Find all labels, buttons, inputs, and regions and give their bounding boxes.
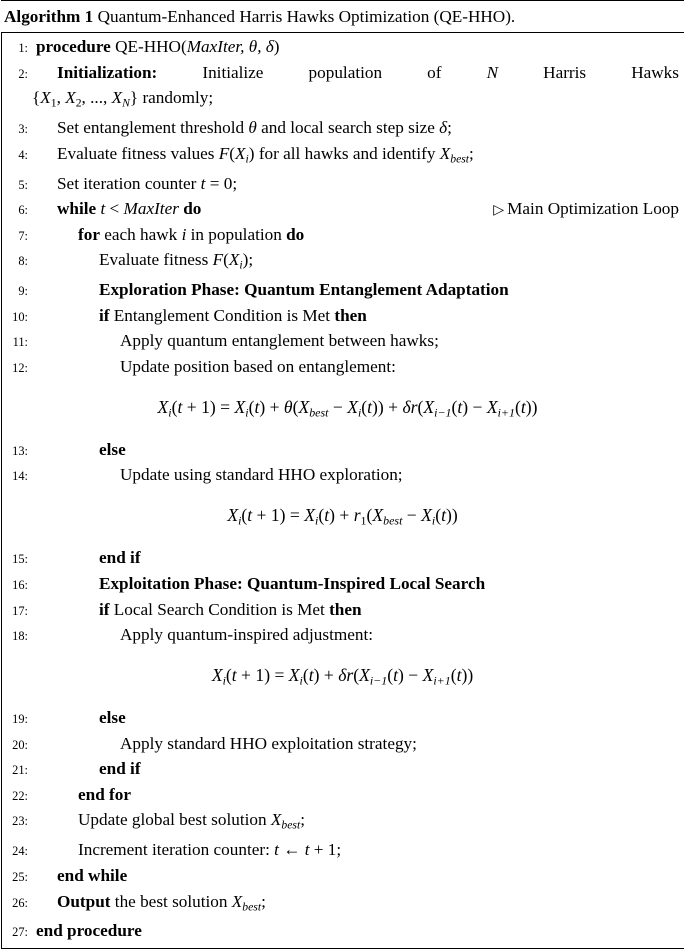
eq2-close-5: ) [451, 505, 458, 526]
line-content: Update using standard HHO exploration; [120, 465, 403, 485]
eq1-r: r [410, 396, 418, 417]
close-paren: ) [248, 143, 255, 163]
keyword-procedure: procedure [36, 37, 111, 56]
line-content: Apply quantum-inspired adjustment: [120, 625, 374, 645]
eq1-close-4: ) [372, 396, 378, 417]
line24-text-a: Increment iteration counter: [78, 840, 275, 860]
exploration-phase-heading: Exploration Phase: Quantum Entanglement Adaptation [99, 280, 509, 300]
eq3-close-2: ) [313, 664, 320, 685]
entanglement-condition-text: Entanglement Condition is Met [113, 305, 331, 325]
line-number: 2 : [2, 62, 32, 87]
eq1-minus-1: − [328, 396, 348, 417]
eq2-t-3: t [441, 505, 446, 526]
eq2-close-1: ) [279, 505, 286, 526]
equation-1-expression [158, 397, 538, 417]
hawk-X: X [228, 250, 240, 270]
eq1-close-5: ) [377, 396, 384, 417]
X-best: X [439, 143, 451, 163]
eq1-plus-3: + [383, 396, 403, 417]
eq2-open-3: ( [366, 505, 373, 526]
line3-semicolon: ; [447, 118, 452, 138]
line-number: 13 : [2, 439, 32, 464]
eq2-plus-1: + [252, 505, 271, 526]
delta-symbol: δ [439, 118, 448, 138]
line-content [32, 808, 683, 838]
algorithm-title-text: Quantum-Enhanced Harris Hawks Optimization (QE-HHO). [97, 7, 516, 26]
line-number: 20 : [2, 733, 32, 758]
zero-value: 0 [223, 173, 233, 193]
eq3-X-im1: X [359, 664, 370, 685]
eq1-X-ip1: X [486, 396, 498, 417]
eq1-open-3: ( [292, 396, 299, 417]
eq3-X-2-sub: i [299, 673, 303, 688]
eq2-minus: − [402, 505, 422, 526]
algo-line-20 [2, 732, 683, 758]
algo-line-26 [2, 890, 683, 920]
open-paren: ( [229, 143, 236, 163]
eq2-close-4: ) [445, 505, 452, 526]
eq3-close-1: ) [264, 664, 271, 685]
keyword-else: else [99, 439, 126, 459]
eq2-t-2: t [324, 505, 330, 526]
line23-semicolon: ; [300, 810, 305, 830]
eq1-one: 1 [201, 396, 210, 417]
eq1-X-lhs: X [157, 396, 169, 417]
line-number: 4 : [2, 143, 32, 168]
X-best-sub: best [242, 899, 262, 913]
line5-semicolon: ; [232, 173, 238, 193]
X-best-sub: best [281, 818, 301, 832]
hawk-x1-sub: 1 [50, 96, 57, 110]
line-content [32, 116, 683, 141]
line7-text-a: each hawk [104, 224, 182, 244]
algorithm-body [1, 33, 683, 948]
line-content [32, 919, 683, 944]
eq1-t-4: t [457, 396, 463, 417]
algo-line-27 [2, 919, 683, 945]
line-content [32, 197, 683, 222]
line-number: 18 : [2, 624, 32, 649]
line-number: 3 : [2, 117, 32, 142]
plus-sign: + [309, 840, 328, 860]
line-number: 9 : [2, 279, 32, 304]
eq3-open-4: ( [387, 664, 394, 685]
line-number: 16 : [2, 573, 32, 598]
procedure-name: QE-HHO( [115, 37, 187, 56]
line-content [32, 890, 683, 920]
eq1-close-8: ) [525, 396, 532, 417]
comment-text: Main Optimization Loop [507, 199, 679, 219]
eq3-t-4: t [456, 664, 462, 685]
algo-line-25 [2, 864, 683, 890]
eq3-X-lhs-sub: i [222, 673, 226, 688]
keyword-do: do [286, 224, 305, 244]
eq2-r-sub: 1 [360, 513, 367, 528]
equation-standard-exploration [2, 489, 683, 546]
eq1-X-3-sub: i [357, 404, 362, 419]
eq3-open-5: ( [450, 664, 457, 685]
keyword-else: else [99, 708, 126, 728]
eq1-X-ip1-sub: i+1 [497, 404, 515, 419]
local-search-condition-text: Local Search Condition is Met [113, 599, 325, 619]
algo-line-7 [2, 223, 683, 249]
eq3-close-5: ) [461, 664, 468, 685]
eq1-t-3: t [367, 396, 373, 417]
hawk-x1: X [40, 88, 51, 108]
algo-line-14 [2, 463, 683, 489]
algo-line-8 [2, 248, 683, 278]
algo-line-12 [2, 355, 683, 381]
eq2-t-1: t [247, 505, 253, 526]
hawk-X-sub-i: i [239, 258, 243, 272]
line-content [32, 304, 683, 329]
line-number: 11 : [2, 330, 32, 355]
line8-text-a: Evaluate fitness [99, 250, 213, 270]
hawk-X: X [235, 143, 246, 163]
increment-one: 1 [327, 840, 337, 860]
eq2-X-3: X [421, 505, 432, 526]
counter-t: t [274, 840, 279, 860]
less-than-sign: < [105, 199, 124, 219]
eq1-close-7: ) [462, 396, 469, 417]
line8-semicolon: ; [248, 250, 254, 270]
X-best: X [270, 810, 282, 830]
eq1-X-lhs-sub: i [168, 404, 172, 419]
line-number: 15 : [2, 547, 32, 572]
eq2-equals: = [285, 505, 305, 526]
justified-row [57, 61, 683, 86]
line-content [32, 172, 683, 197]
line-number: 26 : [2, 891, 32, 916]
eq2-close-2: ) [329, 505, 335, 526]
set-open-brace: { [32, 88, 41, 108]
X-best-sub: best [450, 151, 470, 165]
line4-text-b: for all hawks and identify [254, 143, 440, 163]
algo-line-11 [2, 329, 683, 355]
counter-t-2: t [304, 840, 310, 860]
counter-t: t [200, 173, 206, 193]
eq2-X-best-sub: best [383, 513, 403, 528]
eq3-X-ip1: X [422, 664, 434, 685]
eq3-X-ip1-sub: i+1 [433, 673, 451, 688]
equation-local-search-adjustment [2, 649, 683, 706]
eq1-X-2: X [234, 396, 246, 417]
eq3-open-2: ( [302, 664, 309, 685]
algo-line-18 [2, 623, 683, 649]
line-number: 21 : [2, 758, 32, 783]
eq3-t-3: t [393, 664, 398, 685]
eq3-open-1: ( [225, 664, 232, 685]
line-content [32, 757, 683, 782]
line-number: 12 : [2, 356, 32, 381]
line-content [32, 223, 683, 248]
init-word-3: of [427, 62, 442, 82]
keyword-while: while [57, 199, 97, 219]
algo-line-6 [2, 197, 683, 223]
line-content [32, 783, 683, 808]
line-content [32, 61, 683, 86]
init-word-2: population [308, 62, 383, 82]
keyword-end-if: end if [99, 759, 141, 779]
close-paren: ) [242, 250, 249, 270]
hawk-x2: X [65, 88, 76, 108]
eq1-X-im1-sub: i−1 [434, 404, 452, 419]
algo-line-21 [2, 757, 683, 783]
line-number: 1 : [2, 36, 32, 61]
eq3-t-1: t [231, 664, 237, 685]
eq1-close-9: ) [531, 396, 538, 417]
eq1-delta: δ [402, 396, 411, 417]
eq3-close-4: ) [397, 664, 404, 685]
keyword-if: if [99, 305, 110, 325]
keyword-output: Output [57, 891, 111, 911]
line23-text-a: Update global best solution [78, 810, 271, 830]
set-close-brace: } randomly; [129, 88, 214, 108]
eq2-X-2-sub: i [315, 513, 319, 528]
keyword-then: then [334, 305, 367, 325]
algo-line-2 [2, 61, 683, 87]
equals-sign: = [205, 173, 224, 193]
fitness-function-F: F [212, 250, 224, 270]
eq3-r: r [346, 664, 354, 685]
line-number: 7 : [2, 224, 32, 249]
fitness-function-F: F [218, 143, 230, 163]
line-number: 6 : [2, 198, 32, 223]
line4-text-a: Evaluate fitness values [57, 143, 219, 163]
line-content [32, 278, 683, 303]
algo-line-23 [2, 808, 683, 838]
eq3-t-2: t [308, 664, 314, 685]
eq3-close-6: ) [467, 664, 474, 685]
eq2-open-2: ( [318, 505, 325, 526]
line26-text-a: the best solution [114, 891, 232, 911]
line-content [32, 572, 683, 597]
line-content [32, 864, 683, 889]
equation-entanglement-update [2, 381, 683, 438]
line-number: 27 : [2, 920, 32, 945]
line-number: 19 : [2, 707, 32, 732]
eq1-open-2: ( [248, 396, 255, 417]
hawk-index-i: i [181, 224, 187, 244]
line-content-continued [32, 86, 683, 116]
line-content: Update position based on entanglement: [120, 356, 396, 376]
eq3-plus-1: + [236, 664, 256, 685]
algo-line-13 [2, 438, 683, 464]
algorithm-number-label: Algorithm 1 [4, 7, 94, 26]
counter-t: t [100, 199, 106, 219]
keyword-end-while: end while [57, 865, 128, 885]
eq3-X-lhs: X [211, 664, 223, 685]
eq2-X-lhs: X [227, 505, 239, 526]
eq1-equals: = [215, 396, 235, 417]
keyword-if: if [99, 599, 110, 619]
eq3-plus-2: + [319, 664, 339, 685]
eq3-equals: = [270, 664, 289, 685]
line-number: 25 : [2, 865, 32, 890]
hawk-xn-sub: N [122, 96, 130, 110]
line-content [32, 706, 683, 731]
line-number: 22 : [2, 784, 32, 809]
keyword-do: do [183, 199, 202, 219]
algo-line-2-continuation [2, 86, 683, 116]
eq1-t-5: t [520, 396, 526, 417]
line-content [32, 838, 683, 863]
eq1-theta: θ [283, 396, 293, 417]
eq2-one: 1 [270, 505, 280, 526]
comment-triangle-icon: ▷ [493, 202, 505, 219]
init-word-4: N [486, 62, 499, 82]
eq2-open-1: ( [241, 505, 248, 526]
eq2-X-2: X [304, 505, 316, 526]
X-best: X [231, 891, 243, 911]
eq1-open-8: ( [514, 396, 521, 417]
eq1-close-2: ) [259, 396, 266, 417]
eq3-X-im1-sub: i−1 [369, 673, 388, 688]
equation-2-expression [227, 505, 458, 528]
maxiter-variable: MaxIter [123, 199, 179, 219]
line-content [32, 248, 683, 278]
theta-symbol: θ [248, 118, 257, 138]
eq1-open-7: ( [451, 396, 458, 417]
eq2-X-lhs-sub: i [238, 513, 242, 528]
eq2-X-3-sub: i [431, 513, 436, 528]
line-number: 8 : [2, 249, 32, 274]
eq1-open-6: ( [417, 396, 424, 417]
init-word-5: Harris [543, 62, 587, 82]
algo-line-5 [2, 172, 683, 198]
keyword-then: then [329, 599, 362, 619]
line-content [32, 142, 683, 172]
algo-line-3 [2, 116, 683, 142]
line-number: 14 : [2, 464, 32, 489]
line-content [32, 598, 683, 623]
line3-text-a: Set entanglement threshold [57, 118, 249, 138]
eq3-delta: δ [338, 664, 347, 685]
keyword-end-procedure: end procedure [36, 921, 142, 941]
open-paren: ( [223, 250, 229, 270]
algo-line-22 [2, 783, 683, 809]
eq1-open-1: ( [171, 396, 178, 417]
hawk-X-sub-i: i [245, 151, 249, 165]
hawk-xn: X [111, 88, 123, 108]
procedure-close-paren: ) [273, 37, 280, 56]
algo-line-15 [2, 546, 683, 572]
eq2-r: r [353, 505, 361, 526]
eq1-t-2: t [254, 396, 260, 417]
eq2-plus-2: + [334, 505, 354, 526]
eq3-X-2: X [288, 664, 300, 685]
init-word-6: Hawks [631, 62, 679, 82]
algo-line-1 [2, 35, 683, 61]
algorithm-caption [0, 1, 685, 32]
keyword-end-for: end for [78, 784, 131, 804]
line-content [32, 438, 683, 463]
line-number: 10 : [2, 305, 32, 330]
eq1-open-4: ( [361, 396, 368, 417]
assign-arrow-icon: ← [278, 840, 305, 860]
keyword-for: for [78, 224, 100, 244]
algo-line-19 [2, 706, 683, 732]
eq1-minus-2: − [468, 396, 487, 417]
procedure-args: MaxIter, θ, δ [186, 37, 274, 56]
eq3-open-3: ( [353, 664, 360, 685]
algo-line-24 [2, 838, 683, 864]
eq3-one: 1 [255, 664, 265, 685]
algo-line-9 [2, 278, 683, 304]
line-number: 23 : [2, 809, 32, 834]
init-word-1: Initialize [202, 62, 264, 82]
line-number: 5 : [2, 173, 32, 198]
initialization-heading: Initialization: [57, 62, 158, 82]
eq3-minus: − [403, 664, 423, 685]
hawk-x2-sub: 2 [75, 96, 82, 110]
keyword-end-if: end if [99, 548, 141, 568]
line7-text-b: in population [186, 224, 287, 244]
comma-1: , [56, 88, 66, 108]
line-content [32, 546, 683, 571]
algo-line-10 [2, 304, 683, 330]
eq1-X-best: X [298, 396, 310, 417]
eq2-open-4: ( [435, 505, 442, 526]
eq1-X-2-sub: i [245, 404, 249, 419]
line3-text-b: and local search step size [256, 118, 440, 138]
algo-line-4 [2, 142, 683, 172]
line4-semicolon: ; [469, 143, 474, 163]
line-content [32, 35, 683, 60]
algo-line-16 [2, 572, 683, 598]
eq1-close-1: ) [209, 396, 216, 417]
loop-comment [493, 197, 679, 223]
eq1-X-3: X [347, 396, 358, 417]
line5-text-a: Set iteration counter [57, 173, 201, 193]
ellipsis: , ..., [81, 88, 112, 108]
equation-3-expression [211, 664, 474, 688]
eq2-X-best: X [372, 505, 384, 526]
line24-semicolon: ; [336, 840, 342, 860]
line26-semicolon: ; [261, 891, 266, 911]
exploitation-phase-heading: Exploitation Phase: Quantum-Inspired Local Search [99, 573, 486, 593]
line-number: 17 : [2, 599, 32, 624]
line-number: 24 : [2, 839, 32, 864]
eq1-plus-1: + [182, 396, 202, 417]
eq1-plus-2: + [265, 396, 284, 417]
eq1-t-1: t [177, 396, 183, 417]
line-content: Apply standard HHO exploitation strategy; [120, 733, 417, 753]
line-content: Apply quantum entanglement between hawks; [120, 331, 439, 351]
eq1-X-best-sub: best [309, 404, 329, 419]
eq1-X-im1: X [423, 396, 435, 417]
algo-line-17 [2, 598, 683, 624]
